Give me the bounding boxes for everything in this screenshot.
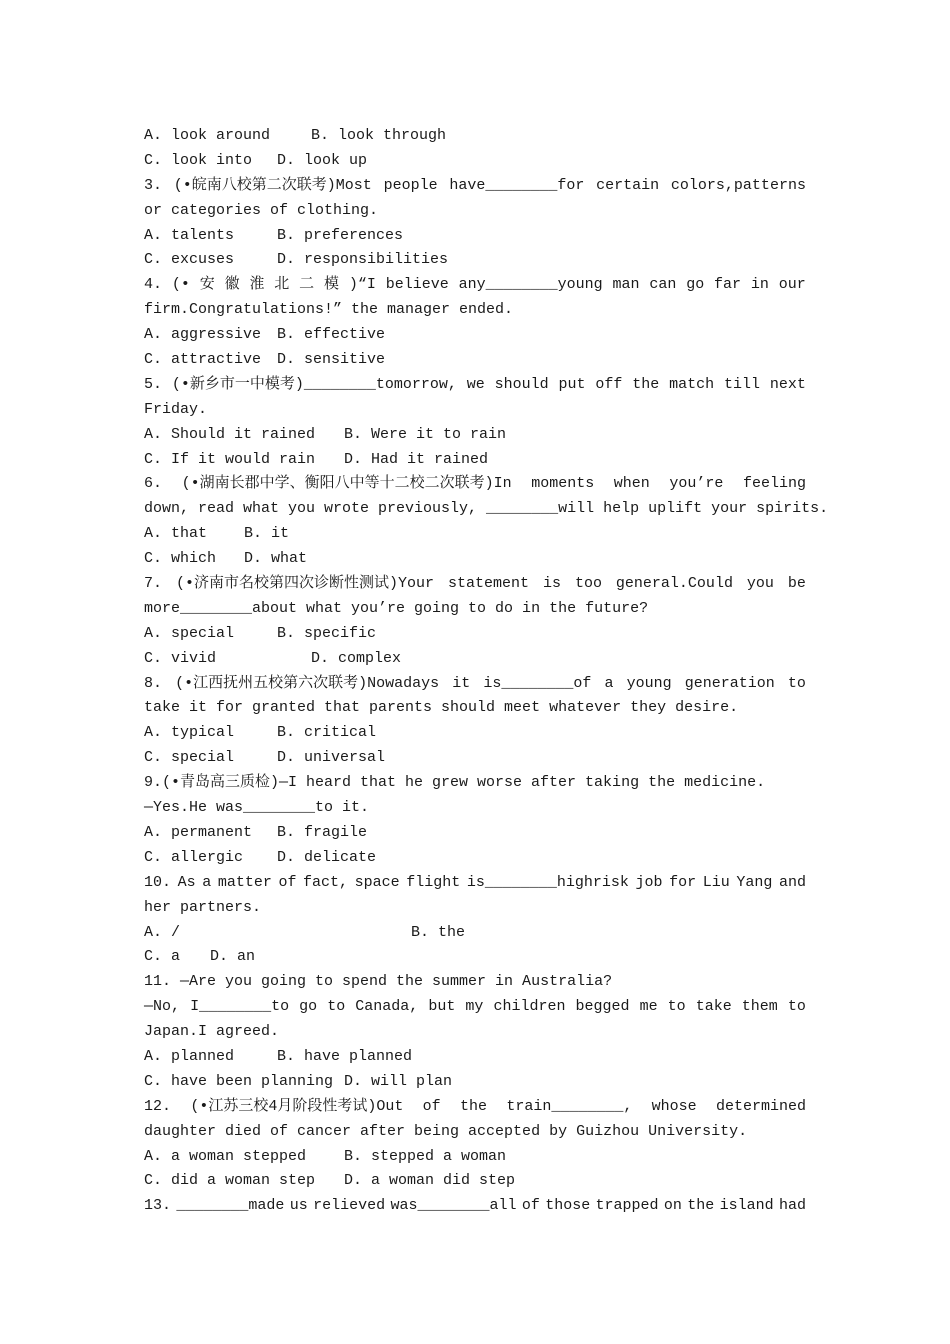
q12-word: whose [651,1097,697,1115]
q13-word: island [719,1197,774,1215]
q11-word: begged [575,998,630,1016]
q10-word: matter [217,873,272,891]
q4-word: in [750,276,769,294]
q10-option-c[interactable]: C. a [144,948,181,966]
q13-word: the [687,1197,715,1215]
q5-option-a[interactable]: A. Should it rained [144,425,316,443]
q6-option-a[interactable]: A. that [144,525,208,543]
q7-option-b[interactable]: B. specific [277,624,377,642]
q5-stem-line2: Friday. [144,400,208,418]
q3-word: certain [596,176,660,194]
q9-options-cd [144,846,806,871]
q10-word: of [278,873,297,891]
q13-word: us [289,1197,308,1215]
q10-word: fact, [303,873,349,891]
q8-word: a [604,674,614,692]
q4-option-d[interactable]: D. sensitive [277,351,386,369]
q9-options-ab [144,821,806,846]
q10-option-a[interactable]: A. / [144,923,181,941]
q3-options-cd [144,248,806,273]
exam-page [144,124,829,1219]
q11-word: to [667,998,686,1016]
q9-stem-line1: 9.(•青岛高三质检)—I heard that he grew worse after taking the medicine. [144,774,766,792]
q10-word: As [177,873,196,891]
q6-word: moments [531,475,595,493]
q6-stem-line2: down, read what you wrote previously, ________will help uplift your spirits. [144,500,829,518]
q11-option-b[interactable]: B. have planned [277,1047,413,1065]
q4-option-b[interactable]: B. effective [277,326,386,344]
q3-option-d[interactable]: D. responsibilities [277,251,449,269]
q11-word: to [327,998,346,1016]
q7-options-cd [144,647,806,672]
q5-word: we [466,375,485,393]
q4-option-c[interactable]: C. attractive [144,351,262,369]
q10-word: for [669,873,697,891]
q7-options-ab [144,622,806,647]
q2-option-a[interactable]: A. look around [144,127,271,144]
q10-options-cd [144,945,806,970]
q5-word: put [558,375,586,393]
q5-option-c[interactable]: C. If it would rain [144,450,316,468]
q4-word: any________young [458,276,603,294]
q12-options-cd [144,1169,806,1194]
q2-option-d[interactable]: D. look up [277,151,368,169]
q10-word: Yang [736,873,773,891]
q12-option-b[interactable]: B. stepped a woman [344,1147,507,1165]
q5-word: the [632,375,660,393]
q12-word: train________, [506,1097,633,1115]
q11-word: children [493,998,566,1016]
q12-word: the [459,1097,487,1115]
q12-stem-line1 [144,1095,806,1120]
q8-option-a[interactable]: A. typical [144,724,235,742]
q5-options-cd [144,448,806,473]
q9-stem-line2: —Yes.He was________to it. [144,799,370,817]
q3-stem-line2: or categories of clothing. [144,201,379,219]
q7-word: is [542,575,561,593]
q4-stem-line2: firm.Congratulations!” the manager ended. [144,301,514,319]
q8-word: 8. [144,674,163,692]
q11-options-ab [144,1045,806,1070]
q13-word: of [521,1197,540,1215]
q3-options-ab [144,224,806,249]
q6-word: 6. [144,475,163,493]
q4-word: 北 [274,276,290,294]
q12-options-ab [144,1145,806,1170]
q6-option-c[interactable]: C. which [144,550,217,568]
q11-word: them [741,998,778,1016]
q3-word: have________for [449,176,585,194]
q8-option-c[interactable]: C. special [144,749,235,767]
q8-options-cd [144,746,806,771]
q3-stem-line1 [144,174,806,199]
q7-option-a[interactable]: A. special [144,624,235,642]
q3-word: people [383,176,438,194]
q10-word: job [635,873,663,891]
q11-option-c[interactable]: C. have been planning [144,1072,334,1090]
q4-word: our [778,276,806,294]
q4-word: 4. [144,276,163,294]
q4-word: 安 [199,276,215,294]
q7-word: (•济南市名校第四次诊断性测试)Your [175,575,434,593]
q12-option-a[interactable]: A. a woman stepped [144,1147,307,1165]
q13-word: trapped [595,1197,659,1215]
q8-word: it [452,674,471,692]
q11-word: to [787,998,806,1016]
q8-stem-line1 [144,672,806,697]
q11-option-a[interactable]: A. planned [144,1047,235,1065]
q11-stem-line1: 11. —Are you going to spend the summer in Australia? [144,973,613,991]
q7-word: 7. [144,575,163,593]
q5-stem-line1 [144,373,806,398]
q12-option-c[interactable]: C. did a woman step [144,1172,316,1190]
q7-stem-line2: more________about what you’re going to do in the future? [144,599,649,617]
q8-stem-line2: take it for granted that parents should meet whatever they desire. [144,699,739,717]
q2-options-cd [144,149,806,174]
q9-option-d[interactable]: D. delicate [277,848,377,866]
q10-word: space [354,873,400,891]
q6-stem-line1 [144,472,806,497]
q5-word: should [494,375,549,393]
q11-word: take [695,998,732,1016]
q12-option-d[interactable]: D. a woman did step [344,1172,516,1190]
q13-word: had [778,1197,806,1215]
q10-word: flight [406,873,461,891]
q10-word: and [778,873,806,891]
q4-word: (• [171,276,190,294]
q6-option-d[interactable]: D. what [244,550,308,568]
q12-word: 12. [144,1097,172,1115]
q13-word: relieved [313,1197,386,1215]
q8-word: is________of [483,674,592,692]
q5-word: till [724,375,761,393]
q12-word: determined [715,1097,806,1115]
q8-word: to [787,674,806,692]
q5-option-d[interactable]: D. Had it rained [344,450,489,468]
q8-option-d[interactable]: D. universal [277,749,386,767]
q13-word: was________all [390,1197,517,1215]
q10-stem-line1 [144,871,806,896]
q5-option-b[interactable]: B. Were it to rain [344,425,507,443]
q3-word: 3. [144,176,163,194]
q6-option-b[interactable]: B. it [244,525,290,543]
q2-option-c[interactable]: C. look into [144,151,253,169]
q7-word: statement [447,575,529,593]
q10-word: a [202,873,212,891]
q10-options-ab [144,921,806,946]
q8-word: young [626,674,672,692]
q4-word: believe [385,276,449,294]
q12-stem-line2: daughter died of cancer after being accepted by Guizhou University. [144,1122,748,1140]
q8-word: (•江西抚州五校第六次联考)Nowadays [175,674,440,692]
q3-word: (•皖南八校第二次联考)Most [173,176,372,194]
q7-word: you [746,575,774,593]
q11-word: I________to [190,998,290,1016]
q8-options-ab [144,721,806,746]
q4-options-ab [144,323,806,348]
q4-options-cd [144,348,806,373]
q11-word: —No, [144,998,181,1016]
q12-word: (•江苏三校4月阶段性考试)Out [190,1097,404,1115]
q11-option-d[interactable]: D. will plan [344,1072,453,1090]
q13-stem-line1 [144,1194,806,1219]
q3-option-a[interactable]: A. talents [144,226,235,244]
q5-word: 5. [144,375,163,393]
q13-word: on [663,1197,682,1215]
q11-word: me [639,998,658,1016]
q5-word: next [769,375,806,393]
q6-word: when [613,475,650,493]
q13-word: those [545,1197,591,1215]
q5-word: (•新乡市一中模考)________tomorrow, [171,375,457,393]
q4-word: 淮 [249,276,265,294]
q4-word: man [612,276,640,294]
q2-option-b[interactable]: B. look through [311,127,447,144]
q4-word: 模 [324,276,340,294]
q9-option-c[interactable]: C. allergic [144,848,244,866]
q10-word: 10. [144,873,172,891]
q10-option-d[interactable]: D. an [210,948,256,966]
q4-word: )“I [348,276,376,294]
q7-word: general.Could [615,575,733,593]
q12-word: of [422,1097,441,1115]
q11-word: go [299,998,318,1016]
q10-option-b[interactable]: B. the [411,923,466,941]
q5-options-ab [144,423,806,448]
q13-word: 13. [144,1197,172,1215]
q6-word: you’re [669,475,724,493]
q11-stem-line2 [144,995,806,1020]
q7-option-c[interactable]: C. vivid [144,649,217,667]
q4-word: 二 [299,276,315,294]
q9-option-a[interactable]: A. permanent [144,823,253,841]
q11-word: but [428,998,456,1016]
q11-options-cd [144,1070,806,1095]
q10-stem-line2: her partners. [144,898,262,916]
q8-word: generation [684,674,775,692]
q4-word: go [686,276,705,294]
q4-word: can [649,276,677,294]
q11-stem-line3: Japan.I agreed. [144,1023,280,1041]
q4-word: far [714,276,742,294]
q6-word: feeling [742,475,806,493]
q7-stem-line1 [144,572,806,597]
q11-word: Canada, [355,998,419,1016]
q4-stem-line1 [144,273,806,298]
q3-word: colors,patterns [670,176,806,194]
q6-word: (•湖南长郡中学、衡阳八中等十二校二次联考)In [181,475,512,493]
q7-word: be [787,575,806,593]
q7-option-d[interactable]: D. complex [311,649,402,667]
q13-word: ________made [176,1197,285,1215]
q9-option-b[interactable]: B. fragile [277,823,368,841]
q3-option-c[interactable]: C. excuses [144,251,235,269]
q6-options-ab [144,522,806,547]
q10-word: is________highrisk [466,873,629,891]
q6-options-cd [144,547,806,572]
q7-word: too [574,575,602,593]
q4-option-a[interactable]: A. aggressive [144,326,262,344]
q5-word: off [595,375,623,393]
q3-option-b[interactable]: B. preferences [277,226,404,244]
q8-option-b[interactable]: B. critical [277,724,377,742]
q4-word: 徽 [224,276,240,294]
q10-word: Liu [702,873,730,891]
q5-word: match [669,375,715,393]
q11-word: my [465,998,484,1016]
q2-options-ab [144,124,806,149]
